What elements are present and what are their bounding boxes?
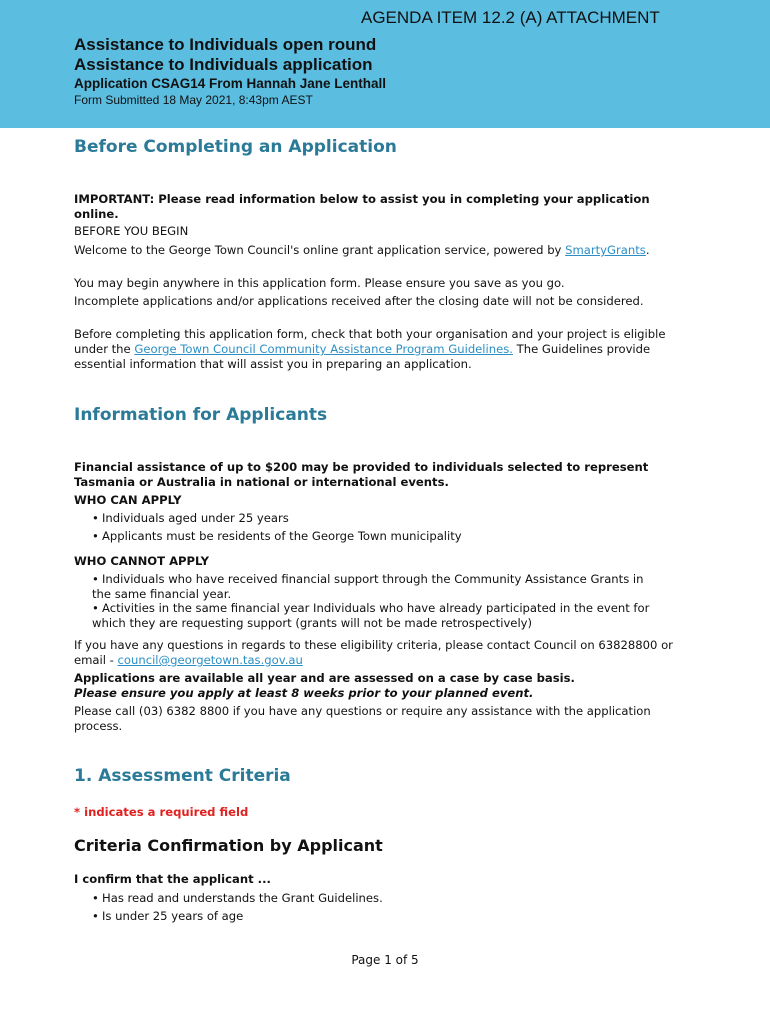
section-heading-before: Before Completing an Application (74, 137, 397, 157)
header-banner (0, 0, 770, 128)
list-item: • Has read and understands the Grant Guidelines. (92, 891, 383, 905)
confirm-text: I confirm that the applicant ... (74, 872, 271, 886)
agenda-label: AGENDA ITEM 12.2 (A) ATTACHMENT (361, 8, 660, 27)
list-item: • Individuals aged under 25 years (92, 511, 289, 525)
eligibility-pre: Before completing this application form, check that both your organisation and your project is eligible under the (74, 327, 666, 356)
email-link[interactable]: council@georgetown.tas.gov.au (117, 653, 303, 667)
form-subtitle: Assistance to Individuals application (74, 55, 373, 74)
eligibility-text (74, 327, 674, 372)
who-can-apply: WHO CAN APPLY (74, 493, 182, 507)
form-title: Assistance to Individuals open round (74, 35, 377, 54)
guidelines-link[interactable]: George Town Council Community Assistance Program Guidelines. (134, 342, 513, 356)
smartygrants-link[interactable]: SmartyGrants (565, 243, 646, 257)
section-heading-info: Information for Applicants (74, 405, 328, 425)
questions-pre: If you have any questions in regards to these eligibility criteria, please contact Council on 63828800 or email - (74, 638, 673, 667)
incomplete-text: Incomplete applications and/or applications received after the closing date will not be considered. (74, 294, 644, 308)
important-note: IMPORTANT: Please read information below to assist you in completing your application online. (74, 192, 650, 221)
list-item: • Applicants must be residents of the George Town municipality (92, 529, 462, 543)
anywhere-text: You may begin anywhere in this application form. Please ensure you save as you go. (74, 276, 565, 290)
available-text: Applications are available all year and are assessed on a case by case basis. (74, 671, 575, 685)
welcome-text (74, 243, 674, 258)
list-item: • Individuals who have received financial support through the Community Assistance Grants in the same financial year. (92, 572, 644, 601)
call-text: Please call (03) 6382 8800 if you have any questions or require any assistance with the application process. (74, 704, 651, 733)
who-cannot-apply: WHO CANNOT APPLY (74, 554, 210, 568)
required-note: * indicates a required field (74, 805, 249, 819)
application-id: Application CSAG14 From Hannah Jane Lenthall (74, 76, 387, 91)
questions-text (74, 638, 674, 668)
welcome-line: Welcome to the George Town Council's online grant application service, powered by (74, 243, 562, 257)
page-number: Page 1 of 5 (351, 953, 419, 967)
criteria-heading: Criteria Confirmation by Applicant (74, 836, 383, 855)
period: . (645, 243, 650, 257)
financial-note: Financial assistance of up to $200 may be provided to individuals selected to represent Tasmania or Australia in national or international events. (74, 460, 649, 489)
list-item: • Activities in the same financial year Individuals who have already participated in the event for which they are requesting support (grants will not be made retrospectively) (92, 601, 650, 630)
submitted-date: Form Submitted 18 May 2021, 8:43pm AEST (74, 93, 313, 107)
ensure-text: Please ensure you apply at least 8 weeks prior to your planned event. (74, 686, 534, 700)
eligibility-post: The Guidelines provide essential information that will assist you in preparing an application. (74, 342, 651, 371)
section-heading-assessment: 1. Assessment Criteria (74, 766, 291, 786)
list-item: • Is under 25 years of age (92, 909, 244, 923)
before-you-begin: BEFORE YOU BEGIN (74, 224, 189, 238)
